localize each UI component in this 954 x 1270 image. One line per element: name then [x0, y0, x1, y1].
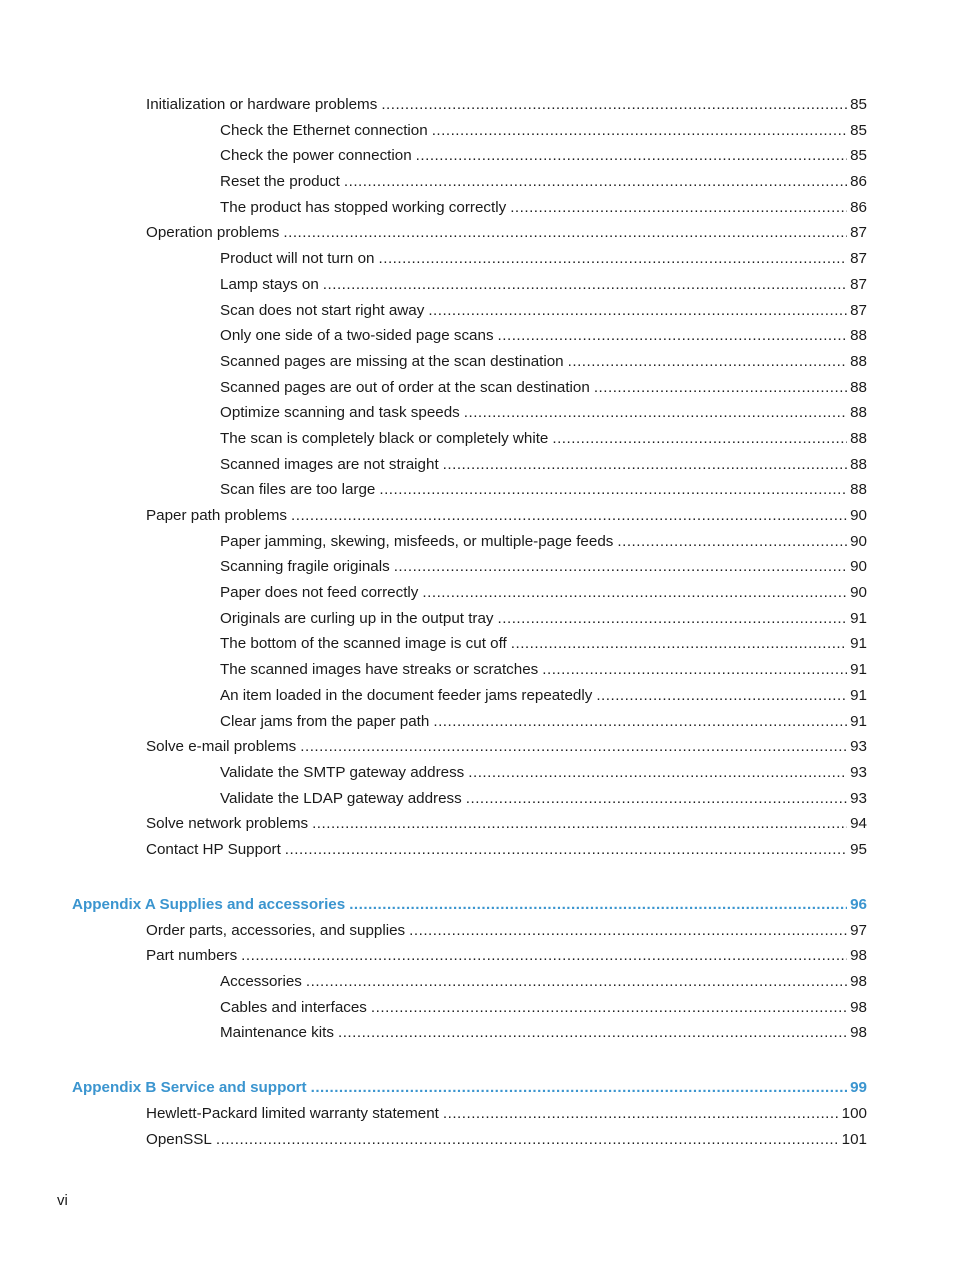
toc-entry[interactable] [0, 169, 954, 195]
toc-entry-title: The scan is completely black or completely white [220, 426, 552, 452]
toc-appendix-heading[interactable] [0, 891, 954, 918]
toc-entry[interactable] [0, 709, 954, 735]
dot-leader [542, 657, 847, 683]
toc-entry-title: Paper jamming, skewing, misfeeds, or multiple-page feeds [220, 529, 617, 555]
toc-entry-title: OpenSSL [146, 1127, 216, 1153]
toc-entry-page-number: 87 [847, 220, 867, 246]
dot-leader [381, 92, 847, 118]
toc-entry-page-number: 98 [847, 969, 867, 995]
toc-entry-title: Accessories [220, 969, 306, 995]
dot-leader [323, 272, 847, 298]
dot-leader [241, 943, 847, 969]
dot-leader [552, 426, 847, 452]
dot-leader [371, 995, 847, 1021]
toc-entry[interactable] [0, 118, 954, 144]
toc-entry[interactable] [0, 143, 954, 169]
toc-entry-page-number: 98 [847, 943, 867, 969]
toc-entry[interactable] [0, 529, 954, 555]
toc-entry-title: The bottom of the scanned image is cut off [220, 631, 511, 657]
toc-entry-page-number: 94 [847, 811, 867, 837]
dot-leader [433, 709, 847, 735]
toc-entry[interactable] [0, 918, 954, 944]
toc-entry-title: Product will not turn on [220, 246, 379, 272]
dot-leader [291, 503, 847, 529]
toc-entry-page-number: 88 [847, 400, 867, 426]
toc-entry-title: Scanned pages are out of order at the scan destination [220, 375, 594, 401]
toc-entry[interactable] [0, 92, 954, 118]
toc-entry[interactable] [0, 734, 954, 760]
toc-entry-page-number: 88 [847, 375, 867, 401]
toc-entry-title: Solve e-mail problems [146, 734, 300, 760]
dot-leader [306, 969, 847, 995]
toc-entry[interactable] [0, 969, 954, 995]
dot-leader [498, 606, 848, 632]
dot-leader [568, 349, 847, 375]
toc-entry-page-number: 93 [847, 760, 867, 786]
toc-entry-page-number: 88 [847, 426, 867, 452]
toc-entry-title: Paper path problems [146, 503, 291, 529]
toc-entry-title: Operation problems [146, 220, 283, 246]
toc-entry-title: An item loaded in the document feeder jams repeatedly [220, 683, 596, 709]
toc-entry-title: Only one side of a two-sided page scans [220, 323, 498, 349]
toc-entry-title: Originals are curling up in the output tray [220, 606, 498, 632]
toc-entry[interactable] [0, 631, 954, 657]
toc-entry-title: Part numbers [146, 943, 241, 969]
toc-entry[interactable] [0, 1020, 954, 1046]
dot-leader [428, 298, 847, 324]
toc-entry-title: Scan does not start right away [220, 298, 428, 324]
toc-entry-title: Maintenance kits [220, 1020, 338, 1046]
dot-leader [498, 323, 848, 349]
dot-leader [409, 918, 847, 944]
toc-entry-title: The product has stopped working correctly [220, 195, 510, 221]
toc-entry[interactable] [0, 220, 954, 246]
dot-leader [443, 452, 847, 478]
toc-entry-page-number: 99 [847, 1074, 867, 1101]
dot-leader [416, 143, 847, 169]
toc-entry-page-number: 85 [847, 118, 867, 144]
dot-leader [466, 786, 847, 812]
toc-entry[interactable] [0, 272, 954, 298]
dot-leader [283, 220, 847, 246]
toc-entry-title: Validate the LDAP gateway address [220, 786, 466, 812]
toc-entry-page-number: 96 [847, 891, 867, 918]
toc-entry-title: Scanned images are not straight [220, 452, 443, 478]
dot-leader [338, 1020, 847, 1046]
toc-entry[interactable] [0, 580, 954, 606]
table-of-contents [0, 92, 954, 1152]
toc-entry-page-number: 91 [847, 606, 867, 632]
toc-entry-page-number: 101 [839, 1127, 867, 1153]
toc-entry-title: Scanning fragile originals [220, 554, 394, 580]
dot-leader [216, 1127, 839, 1153]
toc-entry[interactable] [0, 606, 954, 632]
toc-entry-title: Appendix A Supplies and accessories [72, 891, 349, 918]
toc-entry-page-number: 85 [847, 143, 867, 169]
toc-entry-page-number: 90 [847, 554, 867, 580]
dot-leader [510, 195, 847, 221]
toc-entry[interactable] [0, 683, 954, 709]
toc-entry-page-number: 90 [847, 503, 867, 529]
dot-leader [311, 1074, 847, 1101]
dot-leader [285, 837, 847, 863]
toc-entry-page-number: 85 [847, 92, 867, 118]
toc-entry-title: Check the power connection [220, 143, 416, 169]
toc-entry[interactable] [0, 195, 954, 221]
toc-entry-title: Hewlett-Packard limited warranty statement [146, 1101, 443, 1127]
toc-entry-page-number: 86 [847, 195, 867, 221]
toc-entry-title: Scan files are too large [220, 477, 379, 503]
toc-entry-page-number: 88 [847, 477, 867, 503]
toc-entry[interactable] [0, 554, 954, 580]
toc-entry-title: Contact HP Support [146, 837, 285, 863]
dot-leader [349, 891, 847, 918]
toc-entry[interactable] [0, 452, 954, 478]
toc-entry-page-number: 98 [847, 995, 867, 1021]
toc-entry-page-number: 86 [847, 169, 867, 195]
toc-entry-title: Scanned pages are missing at the scan destination [220, 349, 568, 375]
toc-entry-page-number: 87 [847, 246, 867, 272]
dot-leader [379, 477, 847, 503]
toc-entry[interactable] [0, 1127, 954, 1153]
toc-entry-title: Order parts, accessories, and supplies [146, 918, 409, 944]
toc-entry[interactable] [0, 657, 954, 683]
toc-entry[interactable] [0, 349, 954, 375]
toc-entry-page-number: 87 [847, 298, 867, 324]
toc-entry-title: The scanned images have streaks or scratches [220, 657, 542, 683]
toc-entry-title: Initialization or hardware problems [146, 92, 381, 118]
toc-entry-page-number: 93 [847, 734, 867, 760]
toc-entry-page-number: 88 [847, 349, 867, 375]
toc-entry-title: Validate the SMTP gateway address [220, 760, 468, 786]
toc-entry-page-number: 95 [847, 837, 867, 863]
toc-entry-page-number: 88 [847, 452, 867, 478]
toc-entry-title: Paper does not feed correctly [220, 580, 422, 606]
dot-leader [594, 375, 847, 401]
toc-entry[interactable] [0, 1101, 954, 1127]
dot-leader [312, 811, 847, 837]
dot-leader [379, 246, 848, 272]
dot-leader [432, 118, 847, 144]
toc-entry-title: Check the Ethernet connection [220, 118, 432, 144]
toc-entry-page-number: 91 [847, 657, 867, 683]
toc-entry[interactable] [0, 503, 954, 529]
toc-entry[interactable] [0, 811, 954, 837]
dot-leader [464, 400, 847, 426]
toc-entry-title: Reset the product [220, 169, 344, 195]
toc-entry-page-number: 100 [839, 1101, 867, 1127]
toc-entry[interactable] [0, 298, 954, 324]
toc-entry-title: Appendix B Service and support [72, 1074, 311, 1101]
toc-entry-page-number: 91 [847, 631, 867, 657]
toc-entry-page-number: 91 [847, 683, 867, 709]
toc-entry-title: Clear jams from the paper path [220, 709, 433, 735]
dot-leader [617, 529, 847, 555]
toc-entry-title: Optimize scanning and task speeds [220, 400, 464, 426]
toc-entry[interactable] [0, 837, 954, 863]
dot-leader [468, 760, 847, 786]
toc-entry-page-number: 98 [847, 1020, 867, 1046]
toc-entry-page-number: 97 [847, 918, 867, 944]
page-number-footer: vi [57, 1192, 68, 1209]
dot-leader [596, 683, 847, 709]
toc-entry-title: Lamp stays on [220, 272, 323, 298]
dot-leader [344, 169, 847, 195]
toc-entry-page-number: 88 [847, 323, 867, 349]
toc-entry[interactable] [0, 426, 954, 452]
toc-entry[interactable] [0, 246, 954, 272]
toc-entry[interactable] [0, 786, 954, 812]
toc-entry[interactable] [0, 323, 954, 349]
toc-entry[interactable] [0, 760, 954, 786]
dot-leader [394, 554, 847, 580]
toc-entry-page-number: 93 [847, 786, 867, 812]
toc-entry[interactable] [0, 375, 954, 401]
dot-leader [422, 580, 847, 606]
dot-leader [300, 734, 847, 760]
toc-entry-page-number: 90 [847, 529, 867, 555]
toc-entry[interactable] [0, 995, 954, 1021]
toc-entry-page-number: 90 [847, 580, 867, 606]
toc-entry-page-number: 87 [847, 272, 867, 298]
toc-entry-title: Solve network problems [146, 811, 312, 837]
dot-leader [511, 631, 847, 657]
dot-leader [443, 1101, 839, 1127]
toc-entry[interactable] [0, 477, 954, 503]
toc-appendix-heading[interactable] [0, 1074, 954, 1101]
toc-entry-title: Cables and interfaces [220, 995, 371, 1021]
toc-entry-page-number: 91 [847, 709, 867, 735]
toc-entry[interactable] [0, 943, 954, 969]
toc-entry[interactable] [0, 400, 954, 426]
